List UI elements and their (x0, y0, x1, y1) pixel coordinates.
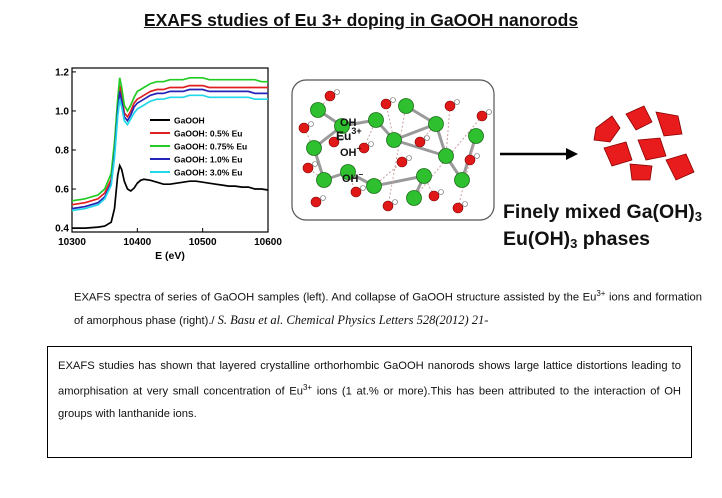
hydrogen-atom (313, 162, 318, 167)
oxygen-atom (299, 123, 309, 133)
y-tick-label: 1.0 (55, 106, 69, 118)
gallium-atom (307, 141, 322, 156)
x-axis-label: E (eV) (155, 250, 185, 262)
gallium-atom (439, 149, 454, 164)
y-tick-label: 0.4 (55, 223, 69, 235)
arrow-head-icon (566, 148, 578, 160)
oxygen-atom (381, 99, 391, 109)
plot-area (55, 67, 282, 262)
amorphous-fragment (666, 154, 694, 180)
oxygen-atom (351, 187, 361, 197)
x-tick-label: 10300 (58, 237, 86, 248)
hydrogen-atom (391, 98, 396, 103)
oh-label-2: OH− (342, 170, 364, 185)
minus-sign-2: − (358, 170, 364, 179)
amorphous-fragment (656, 112, 682, 136)
citation: S. Basu et al. Chemical Physics Letters 528(2012) 21- (217, 312, 489, 327)
amorphous-fragment (594, 116, 620, 142)
amorphous-fragments (594, 106, 694, 180)
hydrogen-atom (439, 190, 444, 195)
legend-label: GaOOH: 0.75% Eu (174, 141, 248, 152)
hydrogen-atom (335, 90, 340, 95)
series-line-4 (72, 95, 268, 210)
y-tick-label: 1.2 (55, 67, 69, 79)
oxygen-atom (477, 111, 487, 121)
legend-label: GaOOH (174, 115, 205, 126)
gallium-atom (311, 103, 326, 118)
series-line-2 (72, 78, 268, 201)
gallium-atom (417, 169, 432, 184)
amorphous-fragment (604, 142, 632, 166)
oxygen-atom (415, 137, 425, 147)
legend-label: GaOOH: 0.5% Eu (174, 128, 243, 139)
eu-ion-label: $Eu^{3+}$ (336, 126, 362, 143)
oh-label-top: OH (340, 117, 357, 129)
gallium-atom (469, 129, 484, 144)
hydrogen-atom (487, 110, 492, 115)
x-tick-label: 10600 (254, 237, 282, 248)
amorphous-fragment (626, 106, 652, 130)
hydrogen-atom (321, 196, 326, 201)
legend-label: GaOOH: 1.0% Eu (174, 154, 243, 165)
hydrogen-atom (407, 156, 412, 161)
gallium-atom (369, 113, 384, 128)
oxygen-atom (303, 163, 313, 173)
gallium-atom (317, 173, 332, 188)
gallium-atom (407, 191, 422, 206)
x-tick-label: 10500 (188, 237, 217, 248)
oxygen-atom (453, 203, 463, 213)
hydrogen-bond (388, 106, 406, 206)
phase-label: Finely mixed $Ga(OH)_3$ $Eu(OH)_3$ phases (503, 201, 703, 251)
minus-sign-1: − (356, 144, 362, 153)
hydrogen-atom (425, 136, 430, 141)
slide-title: EXAFS studies of Eu 3+ doping in GaOOH nanorods (143, 10, 579, 30)
gallium-atom (367, 179, 382, 194)
hydrogen-atom (463, 202, 468, 207)
hydrogen-atom (309, 122, 314, 127)
oxygen-atom (325, 91, 335, 101)
oh-label-1: OH− (340, 144, 362, 159)
gallium-atom (455, 173, 470, 188)
legend-label: GaOOH: 3.0% Eu (174, 167, 243, 178)
oxygen-atom (397, 157, 407, 167)
y-tick-label: 0.6 (55, 184, 69, 196)
oxygen-atom (383, 201, 393, 211)
amorphous-fragment (638, 138, 666, 160)
summary-text: EXAFS studies has shown that layered crystalline orthorhombic GaOOH nanorods shows large lattice distortions leading to amorphisation at very small concentration of $Eu^{3+}$ ions (1 at.% or more).This has been attributed to the interaction of OH groups with lanthanide ions. (58, 360, 681, 420)
oxygen-atom (465, 155, 475, 165)
hydrogen-atom (455, 100, 460, 105)
gallium-atom (387, 133, 402, 148)
amorphous-fragment (630, 164, 652, 180)
exafs-chart (46, 60, 282, 270)
oxygen-atom (311, 197, 321, 207)
gallium-atom (429, 117, 444, 132)
oxygen-atom (429, 191, 439, 201)
figure-caption: EXAFS spectra of series of GaOOH samples (left). And collapse of GaOOH structure assisted by the $Eu^{3+}$ ions and formation of amorphous phase (right)./ S. Basu et al. Chemical Physics Letters 528(2012) 21- (74, 289, 702, 327)
hydrogen-atom (475, 154, 480, 159)
lattice-group (299, 90, 492, 214)
hydrogen-atom (361, 186, 366, 191)
y-tick-label: 0.8 (55, 145, 69, 157)
gallium-atom (399, 99, 414, 114)
oxygen-atom (445, 101, 455, 111)
hydrogen-atom (369, 142, 374, 147)
hydrogen-atom (393, 200, 398, 205)
x-tick-label: 10400 (123, 237, 152, 248)
summary-box (47, 346, 692, 458)
